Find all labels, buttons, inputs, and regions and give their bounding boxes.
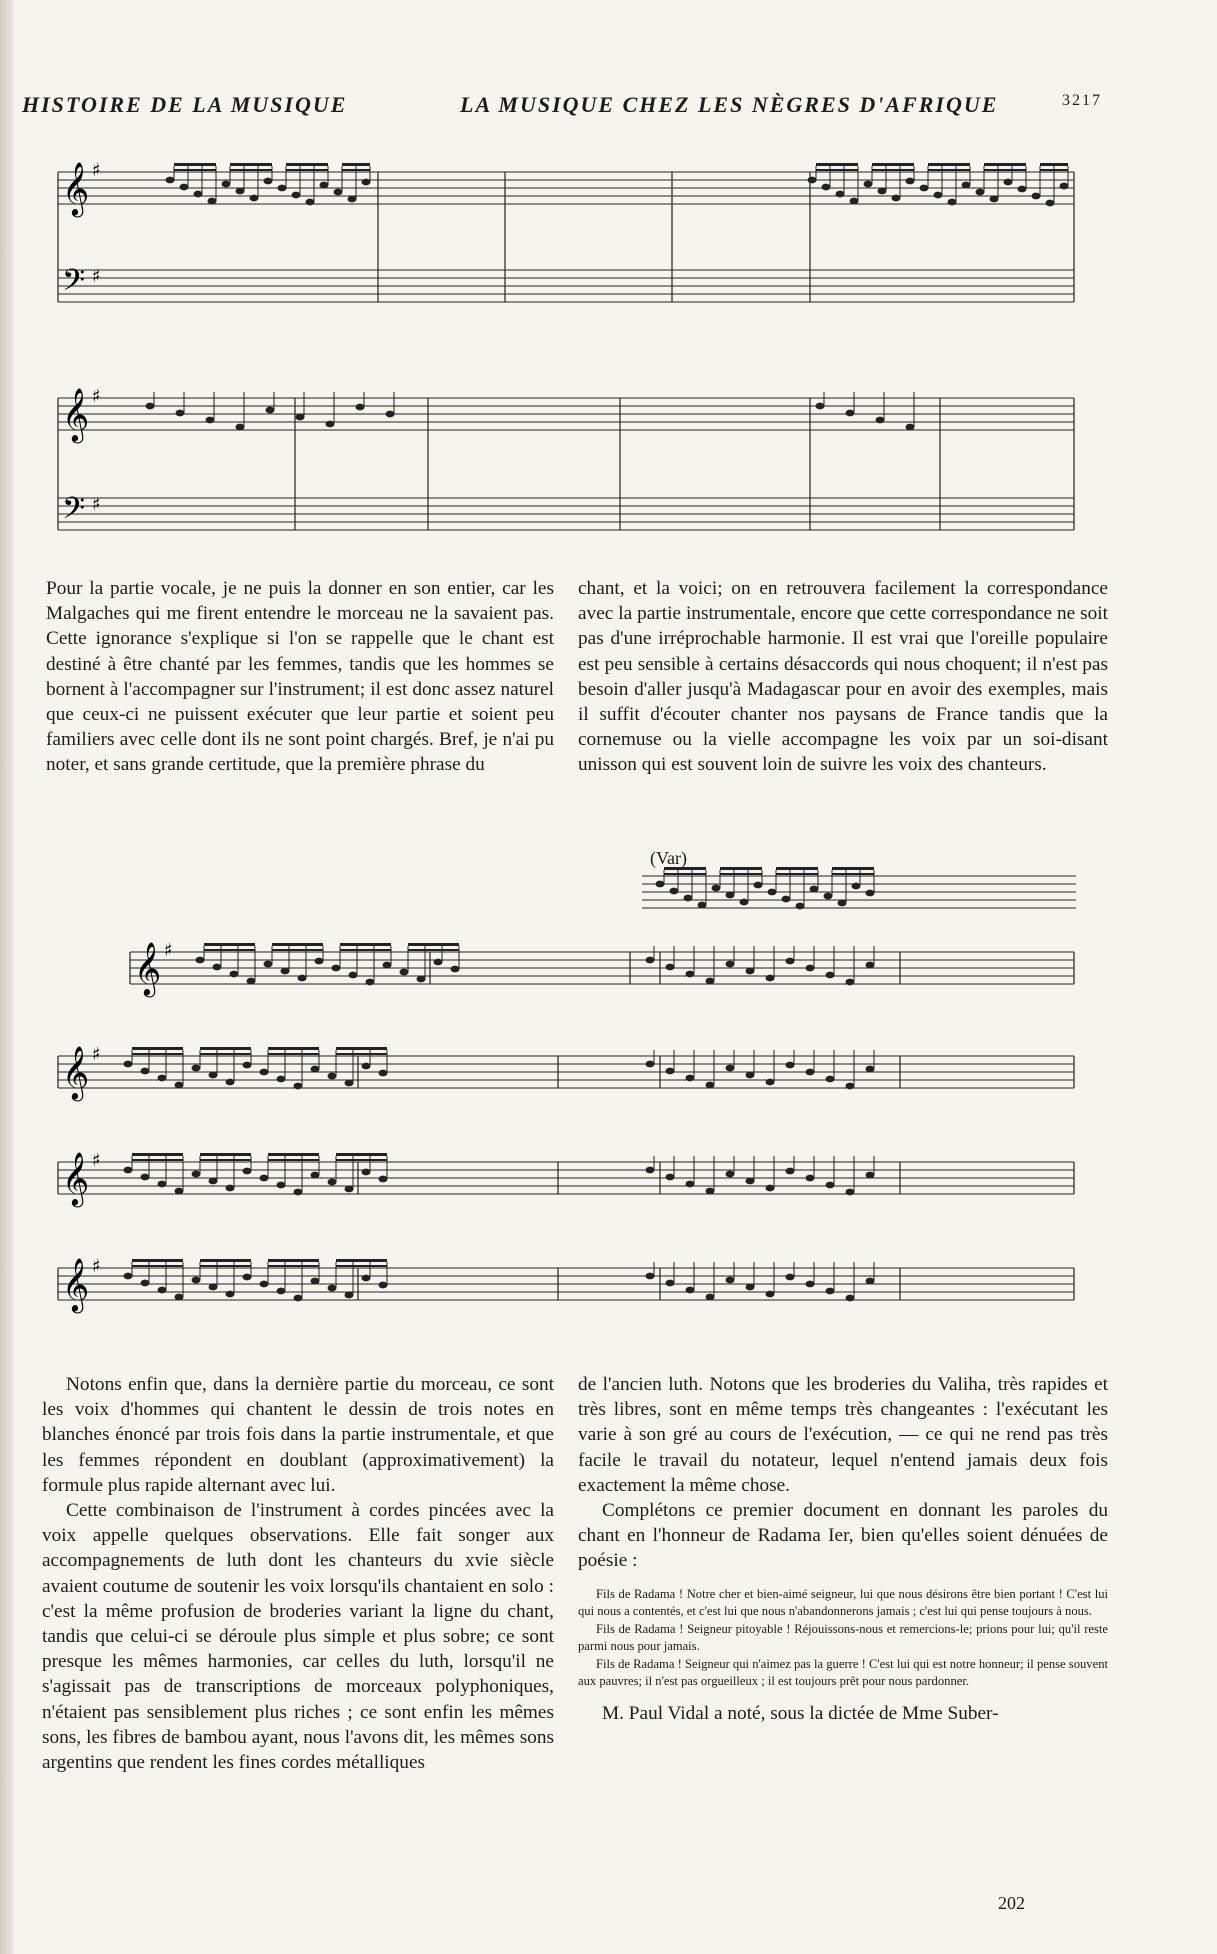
paragraph: chant, et la voici; on en retrouvera facilement la correspondance avec la partie instrumentale, encore que cette correspondance ne soit pas d'une irréprochable harmonie. Il est vrai que l'oreille populaire est peu sensible à certains désaccords qui nous choquent; il n'est pas besoin d'aller jusqu'à Madagascar pour en avoir des exemples, mais il suffit d'écouter chanter nos paysans de France tandis que la cornemuse ou la vielle accompagne les voix par un soi-disant unisson qui est souvent loin de suivre les voix des chanteurs. xyxy=(578,578,1108,776)
beam xyxy=(720,873,762,875)
beam xyxy=(132,1153,183,1156)
note-head xyxy=(277,1288,286,1295)
note-head xyxy=(362,1275,371,1282)
folio-number: 202 xyxy=(998,1893,1025,1913)
beam xyxy=(174,169,216,171)
note-head xyxy=(666,1280,675,1287)
treble-clef: 𝄞 xyxy=(62,387,90,441)
note-head xyxy=(175,1188,184,1195)
beam xyxy=(928,163,970,166)
note-head xyxy=(311,1066,320,1073)
note-head xyxy=(146,403,155,410)
song-lyrics xyxy=(578,1586,1108,1691)
note-head xyxy=(196,957,205,964)
note-head xyxy=(451,966,460,973)
beam xyxy=(200,1259,251,1262)
beam xyxy=(268,1159,319,1161)
note-head xyxy=(213,964,222,971)
note-head xyxy=(349,972,358,979)
note-head xyxy=(816,403,825,410)
note-head xyxy=(236,188,245,195)
note-head xyxy=(266,407,275,414)
key-signature: ♯ xyxy=(92,1044,101,1065)
beam xyxy=(816,163,858,166)
note-head xyxy=(726,961,735,968)
key-signature: ♯ xyxy=(92,1256,101,1277)
note-head xyxy=(846,1295,855,1302)
beam xyxy=(984,169,1026,171)
note-head xyxy=(646,1167,655,1174)
note-head xyxy=(686,1181,695,1188)
note-head xyxy=(866,1066,875,1073)
note-head xyxy=(726,1065,735,1072)
note-head xyxy=(852,883,861,890)
column-1-top xyxy=(46,576,554,778)
note-head xyxy=(786,1168,795,1175)
note-head xyxy=(826,1182,835,1189)
bass-clef: 𝄢 xyxy=(62,492,86,533)
note-head xyxy=(824,893,833,900)
note-head xyxy=(786,1274,795,1281)
note-head xyxy=(243,1274,252,1281)
note-head xyxy=(786,1062,795,1069)
beam xyxy=(268,1053,319,1055)
note-head xyxy=(326,421,335,428)
note-head xyxy=(294,1189,303,1196)
beam xyxy=(200,1159,251,1161)
note-head xyxy=(278,185,287,192)
note-head xyxy=(250,195,259,202)
note-head xyxy=(209,1178,218,1185)
note-head xyxy=(192,1277,201,1284)
note-head xyxy=(281,968,290,975)
beam xyxy=(336,1053,387,1055)
note-head xyxy=(345,1080,354,1087)
note-head xyxy=(222,181,231,188)
note-head xyxy=(345,1292,354,1299)
note-head xyxy=(754,882,763,889)
treble-clef: 𝄞 xyxy=(134,941,162,995)
note-head xyxy=(726,892,735,899)
beam xyxy=(204,943,255,946)
key-signature: ♯ xyxy=(92,266,101,287)
beam xyxy=(816,169,858,171)
beam xyxy=(342,163,370,166)
note-head xyxy=(417,976,426,983)
beam xyxy=(832,873,874,875)
note-head xyxy=(666,1068,675,1075)
beam xyxy=(200,1153,251,1156)
note-head xyxy=(206,417,215,424)
beam xyxy=(268,1153,319,1156)
note-head xyxy=(175,1294,184,1301)
note-head xyxy=(810,886,819,893)
note-head xyxy=(298,975,307,982)
note-head xyxy=(362,1063,371,1070)
beam xyxy=(1040,163,1068,166)
note-head xyxy=(866,1172,875,1179)
lyrics-stanza: Fils de Radama ! Seigneur pitoyable ! Réjouissons-nous et remercions-le; prions pour lui; qu'il reste parmi nous pour jamais. xyxy=(578,1621,1108,1654)
key-signature: ♯ xyxy=(92,494,101,515)
beam xyxy=(200,1047,251,1050)
note-head xyxy=(328,1285,337,1292)
key-signature: ♯ xyxy=(92,160,101,181)
note-head xyxy=(362,179,371,186)
beam xyxy=(132,1259,183,1262)
note-head xyxy=(356,404,365,411)
paragraph: Pour la partie vocale, je ne puis la donner en son entier, car les Malgaches qui me firent entendre le morceau ne la savaient pas. Cette ignorance s'explique si l'on se rappelle que le chant est destiné à être chanté par les femmes, tandis que les hommes se bornent à l'accompagner sur l'instrument; il est donc assez naturel que ceux-ci ne puissent exécuter que leur partie et soient peu familiers avec celle dont ils ne sont point chargés. Bref, je n'ai pu noter, et sans grande certitude, que la première phrase du xyxy=(46,578,554,776)
note-head xyxy=(876,417,885,424)
beam xyxy=(336,1153,387,1156)
note-head xyxy=(294,1295,303,1302)
note-head xyxy=(962,182,971,189)
note-head xyxy=(806,1069,815,1076)
paragraph: Cette combinaison de l'instrument à cordes pincées avec la voix appelle quelques observations. Elle fait songer aux accompagnements de luth dont les chanteurs du xvie siècle avaient coutume de soutenir les voix lorsqu'ils chantaient en solo : c'est la même profusion de broderies variant la ligne du chant, tandis que celui-ci se déroule plus simple et plus sobre; ce sont presque les mêmes harmonies, car celles du luth, lorsqu'il ne s'agissait pas de transcriptions de morceaux polyphoniques, n'étaient pas sensiblement plus riches ; ce sont enfin les mêmes sons, les fibres de bambou ayant, nous l'avons dit, les mêmes sons argentins que rendent les fines cordes métalliques xyxy=(42,1500,554,1774)
note-head xyxy=(400,969,409,976)
note-head xyxy=(260,1281,269,1288)
beam xyxy=(928,169,970,171)
beam xyxy=(200,1053,251,1055)
note-head xyxy=(379,1070,388,1077)
key-signature: ♯ xyxy=(164,940,173,961)
note-head xyxy=(192,1171,201,1178)
note-head xyxy=(746,968,755,975)
note-head xyxy=(260,1069,269,1076)
note-head xyxy=(706,1188,715,1195)
note-head xyxy=(226,1185,235,1192)
beam xyxy=(286,169,328,171)
var-label: (Var) xyxy=(650,848,687,868)
note-head xyxy=(366,979,375,986)
note-head xyxy=(124,1273,133,1280)
note-head xyxy=(846,1189,855,1196)
note-head xyxy=(838,900,847,907)
note-head xyxy=(726,1277,735,1284)
note-head xyxy=(294,1083,303,1090)
column-2-top xyxy=(578,576,1108,778)
beam xyxy=(204,949,255,951)
paragraph: Complétons ce premier document en donnant les paroles du chant en l'honneur de Radama Ier, bien qu'elles soient dénuées de poésie : xyxy=(578,1500,1108,1572)
beam xyxy=(336,1159,387,1161)
note-head xyxy=(334,189,343,196)
note-head xyxy=(306,199,315,206)
note-head xyxy=(226,1291,235,1298)
treble-clef: 𝄞 xyxy=(62,161,90,215)
beam xyxy=(268,1265,319,1267)
note-head xyxy=(826,972,835,979)
beam xyxy=(776,867,818,870)
note-head xyxy=(686,1287,695,1294)
note-head xyxy=(1004,179,1013,186)
note-head xyxy=(766,1291,775,1298)
beam xyxy=(230,169,272,171)
note-head xyxy=(379,1176,388,1183)
key-signature: ♯ xyxy=(92,386,101,407)
note-head xyxy=(850,198,859,205)
column-1-bottom xyxy=(42,1372,554,1775)
beam xyxy=(408,943,459,946)
note-head xyxy=(158,1181,167,1188)
note-head xyxy=(746,1284,755,1291)
note-head xyxy=(192,1065,201,1072)
note-head xyxy=(311,1172,320,1179)
treble-clef: 𝄞 xyxy=(62,1257,90,1311)
note-head xyxy=(226,1079,235,1086)
beam xyxy=(268,1047,319,1050)
note-head xyxy=(836,191,845,198)
note-head xyxy=(976,189,985,196)
note-head xyxy=(712,885,721,892)
note-head xyxy=(806,1175,815,1182)
header-center: LA MUSIQUE CHEZ LES NÈGRES D'AFRIQUE xyxy=(460,92,999,117)
note-head xyxy=(1046,200,1055,207)
paragraph: Notons enfin que, dans la dernière partie du morceau, ce sont les voix d'hommes qui chantent le dessin de trois notes en blanches énoncé par trois fois dans la partie instrumentale, et que les femmes répondent en doublant (approximativement) la formule plus rapide alternant avec lui. xyxy=(42,1374,554,1496)
note-head xyxy=(808,177,817,184)
beam xyxy=(336,1047,387,1050)
header-page-number: 3217 xyxy=(1062,92,1102,109)
beam xyxy=(174,163,216,166)
note-head xyxy=(698,902,707,909)
note-head xyxy=(379,1282,388,1289)
note-head xyxy=(666,964,675,971)
paragraph: M. Paul Vidal a noté, sous la dictée de Mme Suber- xyxy=(602,1702,999,1724)
lyrics-stanza: Fils de Radama ! Notre cher et bien-aimé seigneur, lui que nous désirons être bien portant ! C'est lui qui nous a contentés, et c'est lui que nous n'abandonnerons jamais ; c'est lui qui pense toujours à nous. xyxy=(578,1586,1108,1619)
note-head xyxy=(782,896,791,903)
beam xyxy=(720,867,762,870)
note-head xyxy=(684,895,693,902)
note-head xyxy=(666,1174,675,1181)
lyrics-stanza: Fils de Radama ! Seigneur qui n'aimez pas la guerre ! C'est lui qui est notre honneur; il pense souvent aux pauvres; il n'est pas orgueilleux ; il est toujours prêt pour nous pardonner. xyxy=(578,1656,1108,1689)
note-head xyxy=(866,1278,875,1285)
note-head xyxy=(906,178,915,185)
note-head xyxy=(320,182,329,189)
note-head xyxy=(826,1288,835,1295)
note-head xyxy=(209,1072,218,1079)
note-head xyxy=(822,184,831,191)
note-head xyxy=(141,1280,150,1287)
note-head xyxy=(746,1178,755,1185)
note-head xyxy=(141,1174,150,1181)
header-left: HISTOIRE DE LA MUSIQUE xyxy=(22,92,348,117)
note-head xyxy=(345,1186,354,1193)
beam xyxy=(336,1259,387,1262)
note-head xyxy=(846,979,855,986)
note-head xyxy=(194,191,203,198)
note-head xyxy=(332,965,341,972)
note-head xyxy=(158,1075,167,1082)
note-head xyxy=(766,975,775,982)
note-head xyxy=(1032,193,1041,200)
note-head xyxy=(670,888,679,895)
bass-clef: 𝄢 xyxy=(62,264,86,305)
note-head xyxy=(920,185,929,192)
beam xyxy=(340,943,391,946)
note-head xyxy=(1060,183,1069,190)
note-head xyxy=(706,978,715,985)
beam xyxy=(272,943,323,946)
note-head xyxy=(166,177,175,184)
note-head xyxy=(176,410,185,417)
beam xyxy=(336,1265,387,1267)
note-head xyxy=(328,1179,337,1186)
note-head xyxy=(208,198,217,205)
note-head xyxy=(878,188,887,195)
note-head xyxy=(864,181,873,188)
beam xyxy=(132,1047,183,1050)
note-head xyxy=(846,1083,855,1090)
beam xyxy=(268,1259,319,1262)
note-head xyxy=(706,1082,715,1089)
note-head xyxy=(124,1061,133,1068)
note-head xyxy=(646,957,655,964)
note-head xyxy=(1018,186,1027,193)
note-head xyxy=(236,424,245,431)
note-head xyxy=(786,958,795,965)
note-head xyxy=(124,1167,133,1174)
note-head xyxy=(806,1281,815,1288)
note-head xyxy=(948,199,957,206)
note-head xyxy=(209,1284,218,1291)
note-head xyxy=(746,1072,755,1079)
note-head xyxy=(740,899,749,906)
note-head xyxy=(934,192,943,199)
note-head xyxy=(906,424,915,431)
beam xyxy=(132,1053,183,1055)
note-head xyxy=(296,414,305,421)
note-head xyxy=(175,1082,184,1089)
note-head xyxy=(434,959,443,966)
note-head xyxy=(990,196,999,203)
beam xyxy=(132,1159,183,1161)
note-head xyxy=(866,890,875,897)
note-head xyxy=(247,978,256,985)
note-head xyxy=(686,1075,695,1082)
note-head xyxy=(383,962,392,969)
note-head xyxy=(646,1061,655,1068)
note-head xyxy=(277,1076,286,1083)
note-head xyxy=(158,1287,167,1294)
note-head xyxy=(686,971,695,978)
note-head xyxy=(311,1278,320,1285)
treble-clef: 𝄞 xyxy=(62,1151,90,1205)
paragraph: de l'ancien luth. Notons que les broderies du Valiha, très rapides et très libres, sont en même temps très changeantes : l'exécutant les varie à son gré au cours de l'exécution, — ce qui ne rend pas très facile le travail du notateur, lequel n'entend jamais deux fois exactement la même chose. xyxy=(578,1374,1108,1496)
beam xyxy=(272,949,323,951)
beam xyxy=(984,163,1026,166)
column-2-bottom xyxy=(578,1372,1108,1726)
note-head xyxy=(892,195,901,202)
note-head xyxy=(646,1273,655,1280)
beam xyxy=(776,873,818,875)
key-signature: ♯ xyxy=(92,1150,101,1171)
note-head xyxy=(846,410,855,417)
note-head xyxy=(706,1294,715,1301)
note-head xyxy=(806,965,815,972)
note-head xyxy=(141,1068,150,1075)
note-head xyxy=(726,1171,735,1178)
note-head xyxy=(766,1185,775,1192)
beam xyxy=(664,873,706,875)
note-head xyxy=(328,1073,337,1080)
note-head xyxy=(264,961,273,968)
note-head xyxy=(277,1182,286,1189)
beam xyxy=(340,949,391,951)
beam xyxy=(832,867,874,870)
note-head xyxy=(243,1062,252,1069)
note-head xyxy=(230,971,239,978)
beam xyxy=(872,163,914,166)
note-head xyxy=(768,889,777,896)
note-head xyxy=(260,1175,269,1182)
note-head xyxy=(315,958,324,965)
note-head xyxy=(243,1168,252,1175)
beam xyxy=(872,169,914,171)
beam xyxy=(286,163,328,166)
note-head xyxy=(386,411,395,418)
beam xyxy=(200,1265,251,1267)
treble-clef: 𝄞 xyxy=(62,1045,90,1099)
note-head xyxy=(656,881,665,888)
note-head xyxy=(348,196,357,203)
note-head xyxy=(180,184,189,191)
note-head xyxy=(826,1076,835,1083)
note-head xyxy=(362,1169,371,1176)
note-head xyxy=(766,1079,775,1086)
note-head xyxy=(264,178,273,185)
beam xyxy=(408,949,459,951)
note-head xyxy=(796,903,805,910)
beam xyxy=(230,163,272,166)
beam xyxy=(132,1265,183,1267)
note-head xyxy=(866,962,875,969)
note-head xyxy=(292,192,301,199)
